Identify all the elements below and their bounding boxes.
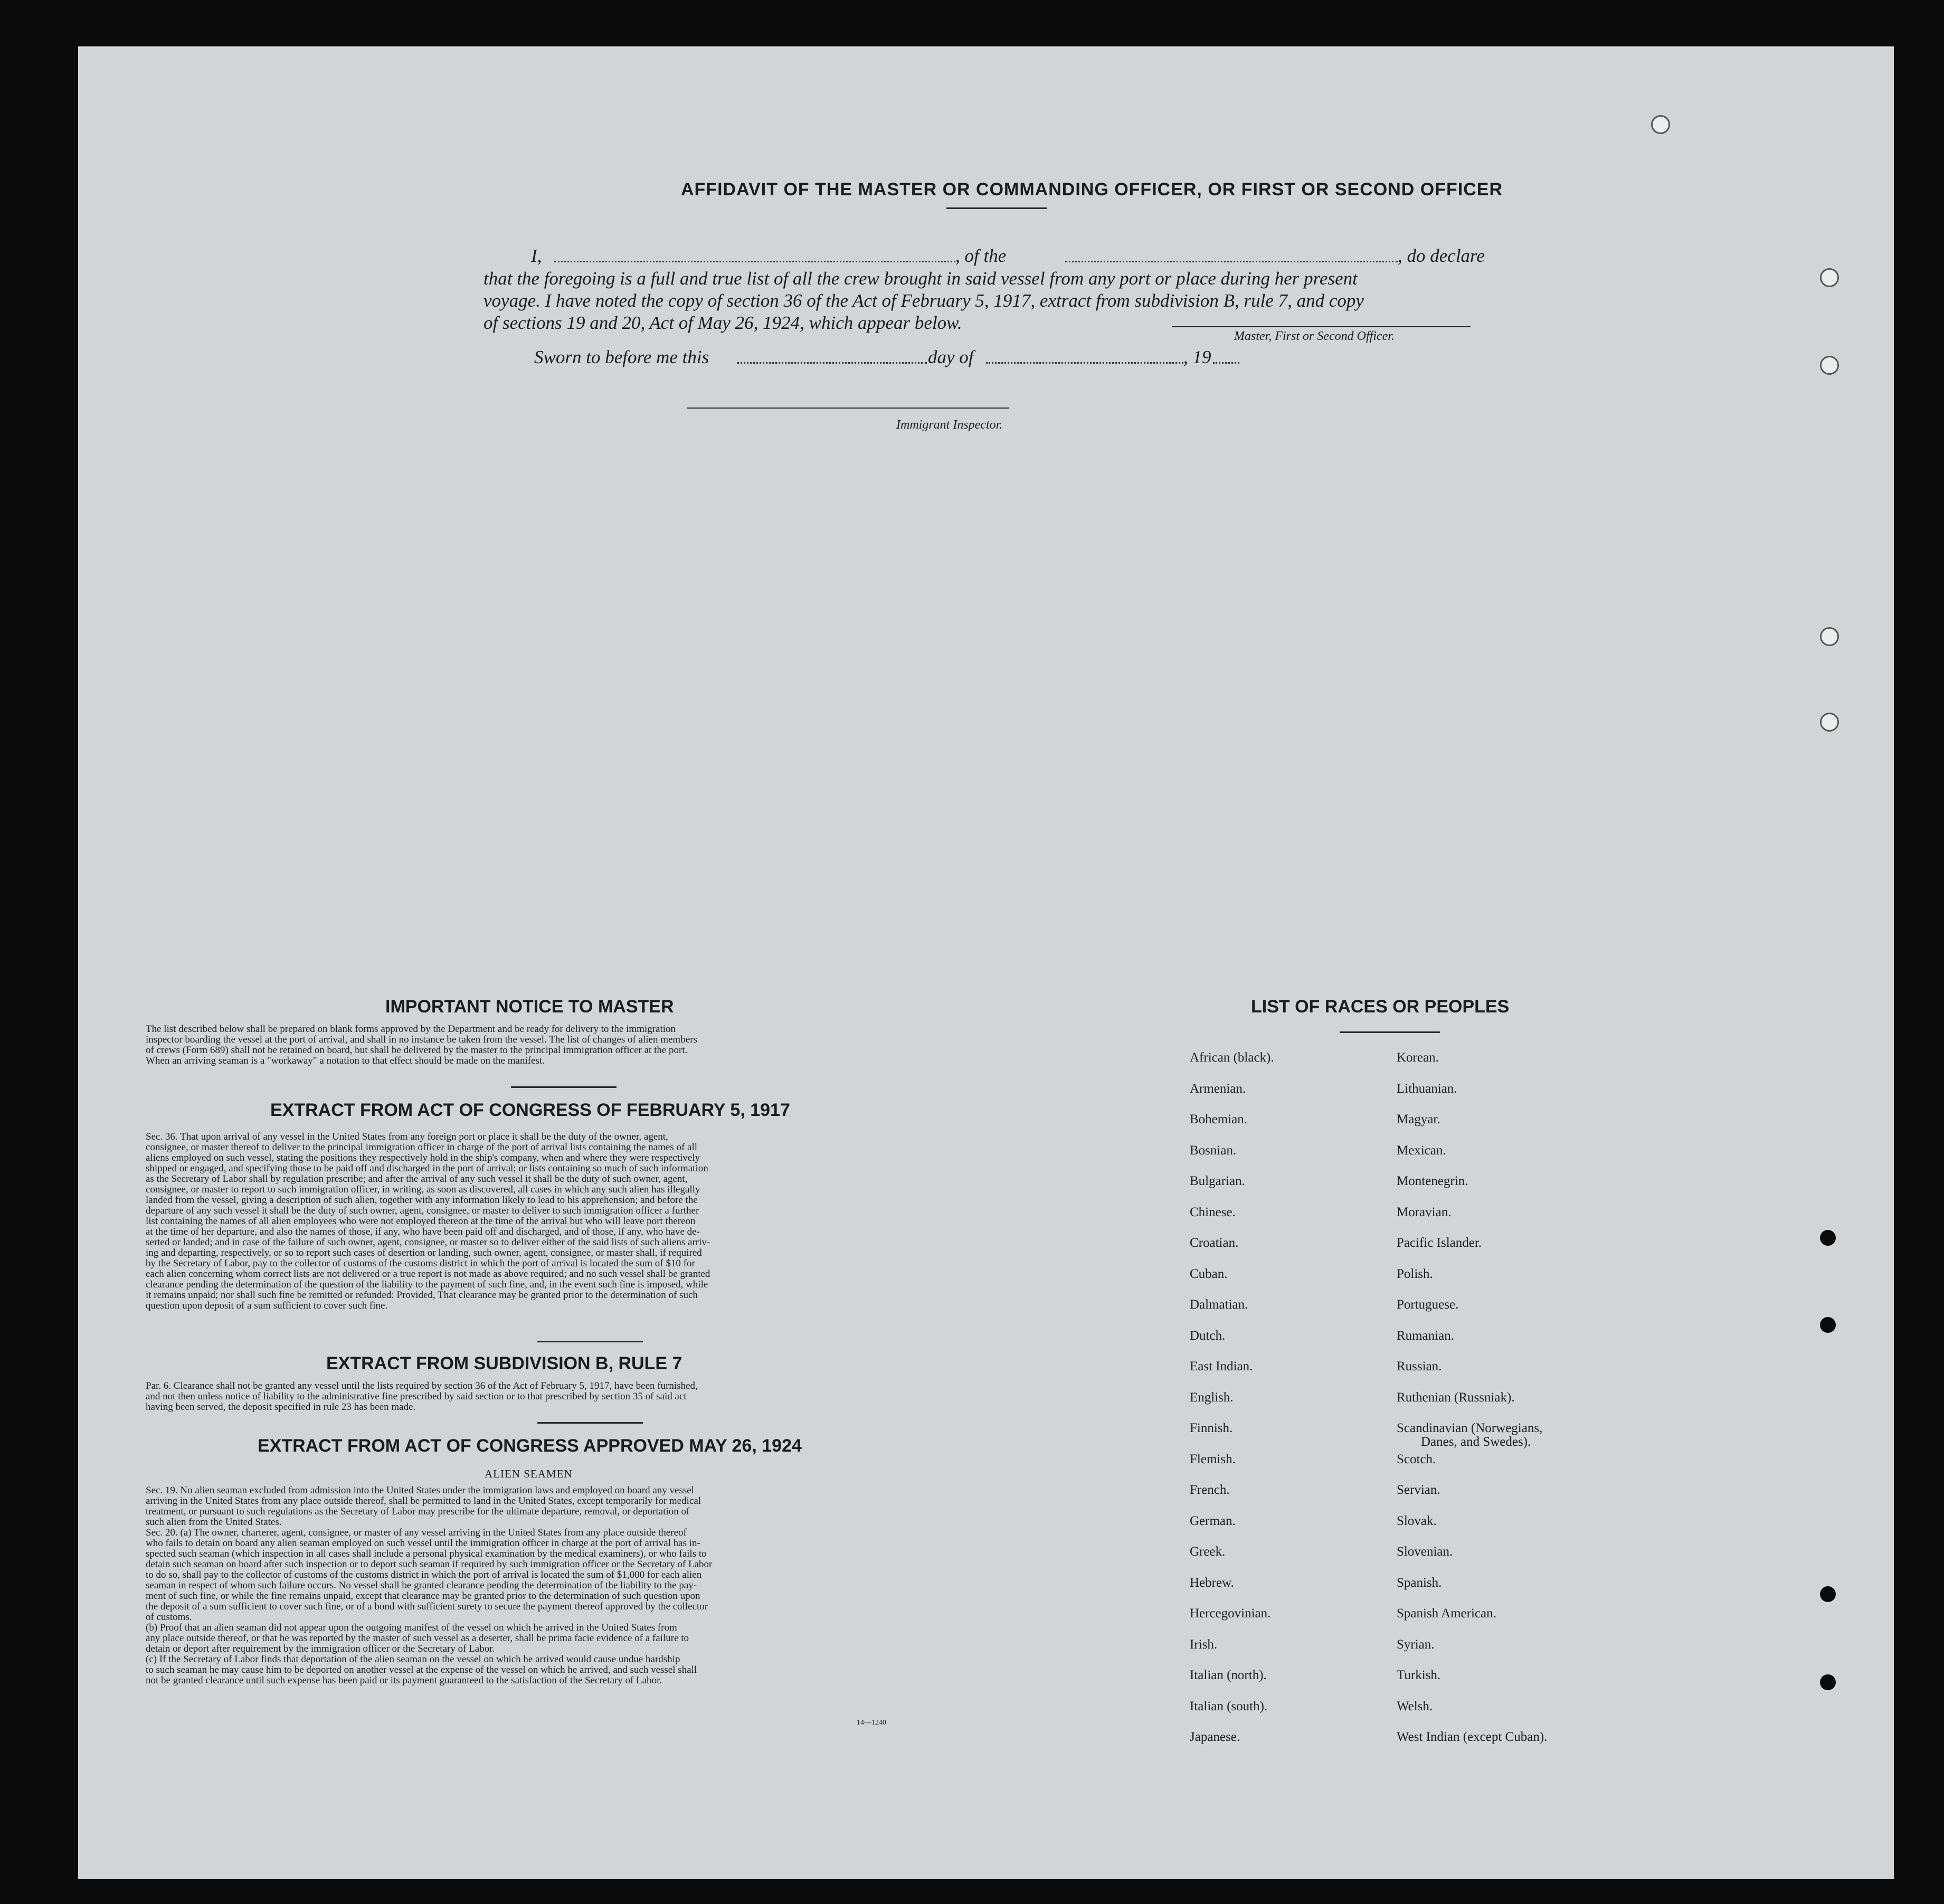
race-item: Pacific Islander.: [1397, 1236, 1482, 1250]
text-line: detain such seaman on board after such inspection or to deport such seaman if required by such immigration officer or the Secretary of Labor: [146, 1559, 713, 1570]
text-line: list containing the names of all alien employees who were not employed thereon at the time of the arrival but who will leave port thereon: [146, 1216, 696, 1227]
affidavit-i: I,: [531, 245, 542, 266]
text-line: the deposit of a sum sufficient to cover such fine, or of a bond with sufficient surety to secure the payment thereof approved by the collector: [146, 1601, 708, 1612]
extract-1917-title: EXTRACT FROM ACT OF CONGRESS OF FEBRUARY 5, 1917: [270, 1100, 790, 1120]
title-underline: [946, 207, 1047, 209]
text-line: seaman in respect of whom such failure occurs. No vessel shall be granted clearance pending the determination of the liability to the pay-: [146, 1580, 697, 1591]
text-line: When an arriving seaman is a "workaway" a notation to that effect should be made on the manifest.: [146, 1055, 545, 1066]
affidavit-title: AFFIDAVIT OF THE MASTER OR COMMANDING OFFICER, OR FIRST OR SECOND OFFICER: [681, 179, 1503, 200]
text-line: who fails to detain on board any alien seaman employed on such vessel until the immigration officer in charge at the port of arrival has in-: [146, 1538, 700, 1549]
extract-1924-title: EXTRACT FROM ACT OF CONGRESS APPROVED MAY 26, 1924: [258, 1436, 802, 1456]
text-line: aliens employed on such vessel, stating the positions they respectively hold in the ship's company, when and where they were respectively: [146, 1152, 700, 1163]
race-item: Croatian.: [1190, 1236, 1239, 1250]
extract-rule7-title: EXTRACT FROM SUBDIVISION B, RULE 7: [326, 1353, 682, 1373]
races-title-underline: [1340, 1031, 1440, 1033]
race-item: Dutch.: [1190, 1328, 1226, 1343]
races-title: LIST OF RACES OR PEOPLES: [1251, 997, 1510, 1017]
text-line: ment of such fine, or while the fine remains unpaid, except that clearance may be granted prior to the determination of such question upon: [146, 1590, 700, 1602]
race-item: Syrian.: [1397, 1637, 1435, 1652]
text-line: treatment, or pursuant to such regulations as the Secretary of Labor may prescribe for the ultimate departure, removal, or deportation of: [146, 1506, 690, 1517]
text-line: serted or landed; and in case of the failure of such owner, agent, consignee, or master so to deliver either of the said lists of such aliens arriv-: [146, 1237, 710, 1248]
race-item: German.: [1190, 1513, 1236, 1528]
notice-body: [146, 1024, 927, 1066]
text-line: (b) Proof that an alien seaman did not appear upon the outgoing manifest of the vessel on which he arrived in the United States from: [146, 1622, 677, 1633]
year-prefix: , 19: [1183, 347, 1211, 367]
text-line: clearance pending the determination of the question of the liability to the payment of such fine, and, in the event such fine is imposed, while: [146, 1279, 708, 1290]
punch-hole-ring: [1820, 627, 1839, 646]
divider: [511, 1086, 617, 1088]
punch-hole: [1820, 1674, 1836, 1690]
race-item: Welsh.: [1397, 1699, 1433, 1713]
race-item: Scotch.: [1397, 1452, 1436, 1466]
race-item: Servian.: [1397, 1483, 1440, 1497]
text-line: Par. 6. Clearance shall not be granted any vessel until the lists required by section 36 of the Act of February 5, 1917, have been furnished,: [146, 1380, 698, 1391]
text-line: inspector boarding the vessel at the port of arrival, and shall in no instance be taken from the vessel. The list of changes of alien members: [146, 1034, 697, 1045]
race-item: Spanish American.: [1397, 1606, 1496, 1621]
race-item: Scandinavian (Norwegians,: [1397, 1421, 1543, 1435]
race-item: Turkish.: [1397, 1668, 1441, 1682]
race-item: African (black).: [1190, 1050, 1274, 1065]
race-item: Montenegrin.: [1397, 1174, 1468, 1188]
text-line: (c) If the Secretary of Labor finds that deportation of the alien seaman on the vessel on which he arrived would cause undue hardship: [146, 1654, 680, 1665]
text-line: Sec. 20. (a) The owner, charterer, agent, consignee, or master of any vessel arriving in the United States from any place outside thereof: [146, 1527, 687, 1538]
text-line: of crews (Form 689) shall not be retained on board, but shall be delivered by the master to the principal immigration officer at the port.: [146, 1045, 688, 1056]
sworn-year-blank[interactable]: [1213, 362, 1239, 364]
race-item: Ruthenian (Russniak).: [1397, 1390, 1515, 1405]
race-item: Slovak.: [1397, 1513, 1437, 1528]
punch-hole-ring: [1820, 713, 1839, 732]
race-item: Russian.: [1397, 1359, 1442, 1373]
punch-hole-ring: [1820, 356, 1839, 375]
race-item: Portuguese.: [1397, 1297, 1459, 1312]
master-signature-line[interactable]: [1172, 326, 1471, 327]
text-line: shipped or engaged, and specifying those to be paid off and discharged in the port of arrival; or lists containing so much of such information: [146, 1163, 708, 1174]
race-item: Mexican.: [1397, 1143, 1446, 1158]
day-of-text: day of: [928, 347, 974, 367]
divider: [537, 1341, 643, 1342]
text-line: to do so, shall pay to the collector of customs of the customs district in which the port of arrival is located the sum of $1,000 for each alien: [146, 1569, 702, 1580]
race-item: Dalmatian.: [1190, 1297, 1248, 1312]
text-line: by the Secretary of Labor, pay to the collector of customs of the customs district in which the port of arrival is located the sum of $10 for: [146, 1258, 695, 1269]
text-line: it remains unpaid; nor shall such fine be remitted or refunded: Provided, That clearance may be granted prior to the determination of such: [146, 1290, 698, 1301]
text-line: any place outside thereof, or that he was reported by the master of such vessel as a deserter, shall be prima facie evidence of a failure to: [146, 1633, 689, 1644]
race-item-continuation: Danes, and Swedes).: [1421, 1435, 1531, 1449]
punch-hole-ring: [1820, 268, 1839, 287]
race-item: Irish.: [1190, 1637, 1218, 1652]
text-line: landed from the vessel, giving a description of such alien, together with any information likely to lead to his apprehension; and before the: [146, 1195, 698, 1206]
race-item: Armenian.: [1190, 1081, 1246, 1096]
race-item: Magyar.: [1397, 1112, 1440, 1126]
text-line: detain or deport after requirement by the immigration officer or the Secretary of Labor.: [146, 1643, 495, 1654]
text-line: such alien from the United States.: [146, 1517, 282, 1528]
text-line: consignee, or master to report to such immigration officer, in writing, as soon as discovered, all cases in which any such alien has illegally: [146, 1184, 700, 1195]
text-line: The list described below shall be prepared on blank forms approved by the Department and be ready for delivery to the immigration: [146, 1024, 676, 1035]
punch-hole-ring: [1651, 115, 1670, 134]
text-line: each alien concerning whom correct lists are not delivered or a true report is not made as above required; and no such vessel shall be granted: [146, 1268, 710, 1280]
race-item: Italian (north).: [1190, 1668, 1267, 1682]
master-label: Master, First or Second Officer.: [1234, 329, 1395, 343]
document-page: [78, 46, 1894, 1879]
text-line: to such seaman he may cause him to be deported on another vessel at the expense of the vessel on which he arrived, and such vessel shall: [146, 1664, 697, 1675]
race-item: Rumanian.: [1397, 1328, 1455, 1343]
race-item: Japanese.: [1190, 1730, 1240, 1744]
punch-hole: [1820, 1317, 1836, 1333]
race-item: Finnish.: [1190, 1421, 1233, 1435]
text-line: spected such seaman (which inspection in all cases shall include a personal physical examination by the medical examiners), or who fails to: [146, 1548, 707, 1559]
race-item: Italian (south).: [1190, 1699, 1268, 1713]
notice-title: IMPORTANT NOTICE TO MASTER: [385, 997, 674, 1017]
race-item: East Indian.: [1190, 1359, 1253, 1373]
text-line: as the Secretary of Labor shall by regulation prescribe; and after the arrival of any such vessel it shall be the duty of such owner, agent,: [146, 1173, 688, 1185]
punch-hole: [1820, 1230, 1836, 1246]
text-line: and not then unless notice of liability to the administrative fine prescribed by said section or to that prescribed by section 35 of said act: [146, 1391, 687, 1402]
race-item: Spanish.: [1397, 1575, 1442, 1590]
race-item: Hercegovinian.: [1190, 1606, 1271, 1621]
text-line: not be granted clearance until such expense has been paid or its payment guaranteed to the satisfaction of the Secretary of Labor.: [146, 1675, 662, 1686]
race-item: Moravian.: [1397, 1205, 1452, 1219]
text-line: question upon deposit of a sum sufficient to cover such fine.: [146, 1300, 388, 1311]
race-item: French.: [1190, 1483, 1230, 1497]
extract-1924-body: [146, 1485, 927, 1686]
race-item: Bohemian.: [1190, 1112, 1248, 1126]
text-line: consignee, or master thereof to deliver to the principal immigration officer in charge of the port of arrival lists containing the names of all: [146, 1142, 698, 1153]
race-item: Slovenian.: [1397, 1545, 1453, 1559]
race-item: Bosnian.: [1190, 1143, 1237, 1158]
affidavit-line-3: voyage. I have noted the copy of section 36 of the Act of February 5, 1917, extract from subdivision B, rule 7, and copy: [483, 290, 1364, 311]
affidavit-line-4: of sections 19 and 20, Act of May 26, 1924, which appear below.: [483, 312, 962, 333]
race-item: Polish.: [1397, 1266, 1433, 1281]
inspector-signature-line[interactable]: [687, 408, 1009, 409]
affidavit-line-2: that the foregoing is a full and true list of all the crew brought in said vessel from any port or place during her present: [483, 268, 1358, 289]
sworn-day-blank[interactable]: [737, 362, 927, 364]
vessel-blank[interactable]: [1065, 261, 1398, 262]
race-item: West Indian (except Cuban).: [1397, 1730, 1548, 1744]
divider: [537, 1422, 643, 1424]
name-blank[interactable]: [554, 261, 955, 262]
race-item: Bulgarian.: [1190, 1174, 1245, 1188]
race-item: Greek.: [1190, 1545, 1226, 1559]
text-line: having been served, the deposit specified in rule 23 has been made.: [146, 1401, 416, 1413]
text-line: Sec. 36. That upon arrival of any vessel in the United States from any foreign port or place it shall be the duty of the owner, agent,: [146, 1131, 668, 1142]
sworn-month-blank[interactable]: [986, 362, 1187, 364]
race-item: English.: [1190, 1390, 1234, 1405]
inspector-label: Immigrant Inspector.: [896, 418, 1003, 432]
affidavit-do-declare: , do declare: [1398, 245, 1485, 266]
extract-1917-body: [146, 1132, 927, 1311]
race-item: Flemish.: [1190, 1452, 1236, 1466]
affidavit-of-the: , of the: [955, 245, 1007, 266]
race-item: Korean.: [1397, 1050, 1439, 1065]
alien-seamen-subtitle: ALIEN SEAMEN: [485, 1467, 573, 1480]
text-line: of customs.: [146, 1612, 192, 1623]
race-item: Hebrew.: [1190, 1575, 1234, 1590]
form-number: 14—1240: [857, 1719, 886, 1727]
text-line: ing and departing, respectively, or so to report such cases of desertion or landing, such owner, agent, consignee, or master shall, if required: [146, 1247, 702, 1258]
punch-hole: [1820, 1586, 1836, 1602]
text-line: departure of any such vessel it shall be the duty of such owner, agent, consignee, or master to deliver to such immigration officer a further: [146, 1205, 699, 1216]
text-line: arriving in the United States from any place outside thereof, shall be permitted to land in the United States, except temporarily for medical: [146, 1495, 701, 1507]
race-item: Lithuanian.: [1397, 1081, 1457, 1096]
text-line: Sec. 19. No alien seaman excluded from admission into the United States under the immigration laws and employed on board any vessel: [146, 1485, 694, 1496]
extract-rule7-body: [146, 1381, 927, 1413]
text-line: at the time of her departure, and also the names of those, if any, who have been paid off and discharged, and of those, if any, who have de-: [146, 1226, 700, 1237]
sworn-text: Sworn to before me this: [534, 347, 709, 367]
race-item: Chinese.: [1190, 1205, 1236, 1219]
race-item: Cuban.: [1190, 1266, 1228, 1281]
